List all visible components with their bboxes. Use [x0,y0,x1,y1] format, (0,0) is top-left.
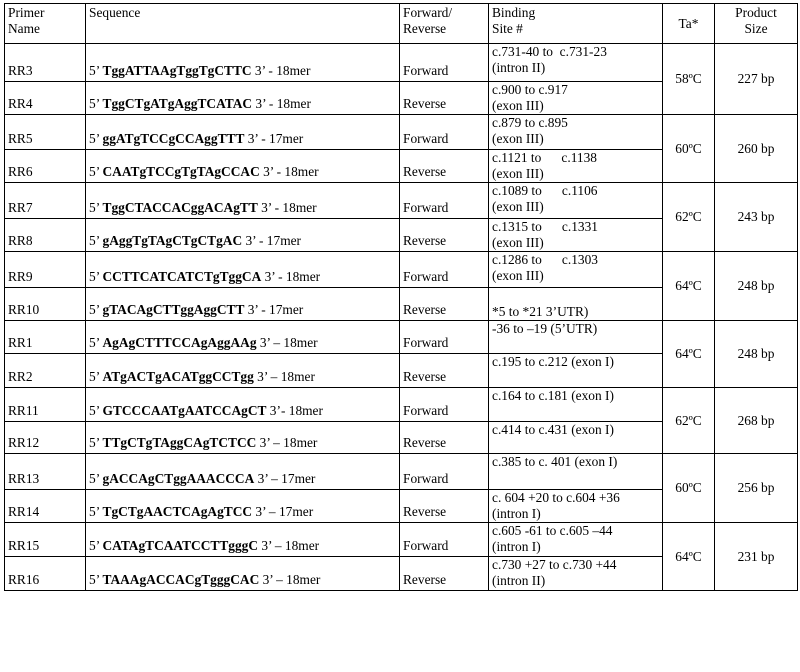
binding-site-cell [489,490,663,523]
binding-site-line: (intron II) [492,60,546,75]
sequence-suffix: 3’ – 18mer [253,369,315,384]
direction-cell: Reverse [400,422,489,454]
direction-cell: Forward [400,115,489,150]
primer-table-body [5,44,798,591]
binding-site-cell [489,388,663,422]
binding-site-line: c.195 to c.212 (exon I) [492,354,614,369]
sequence-bases: TTgCTgTAggCAgTCTCC [102,435,257,450]
primer-name-cell: RR16 [5,557,86,591]
sequence-suffix: 3’ - 18mer [251,63,311,78]
sequence-bases: CATAgTCAATCCTTgggC [102,538,259,553]
sequence-bases: TggCTACCACggACAgTT [102,200,258,215]
binding-site-line: (exon III) [492,131,544,146]
sequence-prefix: 5’ [89,471,103,486]
primer-table [4,3,798,591]
binding-site-line: c.164 to c.181 (exon I) [492,388,614,403]
sequence-cell [86,490,400,523]
sequence-suffix: 3’ – 17mer [254,471,316,486]
sequence-bases: gAggTgTAgCTgCTgAC [102,233,243,248]
binding-site-cell [489,44,663,82]
direction-cell: Reverse [400,490,489,523]
primer-name-cell: RR2 [5,354,86,388]
sequence-cell [86,388,400,422]
sequence-bases: TgCTgAACTCAgAgTCC [102,504,253,519]
binding-site-line: c.385 to c. 401 (exon I) [492,454,618,469]
sequence-suffix: 3’- 18mer [266,403,323,418]
primer-name-cell: RR13 [5,454,86,490]
product-size-cell: 243 bp [715,183,798,252]
table-row [5,388,798,422]
sequence-cell [86,150,400,183]
sequence-bases: CCTTCATCATCTgTggCA [102,269,262,284]
table-row [5,44,798,82]
sequence-cell [86,252,400,288]
sequence-prefix: 5’ [89,435,103,450]
binding-site-line: c.1089 to c.1106 [492,183,598,198]
sequence-bases: GTCCCAATgAATCCAgCT [102,403,267,418]
binding-site-cell [489,454,663,490]
sequence-cell [86,557,400,591]
primer-name-cell: RR15 [5,523,86,557]
product-size-cell: 248 bp [715,321,798,388]
product-size-cell: 231 bp [715,523,798,591]
primer-table-container [4,3,798,591]
table-row [5,252,798,288]
binding-site-line: -36 to –19 (5’UTR) [492,321,598,336]
sequence-suffix: 3’ – 18mer [259,572,321,587]
direction-cell: Forward [400,454,489,490]
sequence-prefix: 5’ [89,96,103,111]
binding-site-line: c.730 +27 to c.730 +44 [492,557,617,572]
binding-site-cell [489,354,663,388]
binding-site-cell [489,150,663,183]
table-row [5,454,798,490]
binding-site-line: c.1121 to c.1138 [492,150,597,165]
binding-site-line: (exon III) [492,199,544,214]
direction-cell: Reverse [400,288,489,321]
sequence-bases: AgAgCTTTCCAgAggAAg [102,335,257,350]
sequence-prefix: 5’ [89,504,103,519]
sequence-suffix: 3’ - 18mer [252,96,311,111]
sequence-prefix: 5’ [89,335,103,350]
sequence-cell [86,321,400,354]
sequence-prefix: 5’ [89,302,103,317]
binding-site-line: c.1286 to c.1303 [492,252,598,267]
primer-name-cell: RR3 [5,44,86,82]
primer-name-cell: RR8 [5,219,86,252]
binding-site-cell [489,288,663,321]
primer-name-cell: RR5 [5,115,86,150]
sequence-suffix: 3’ – 18mer [256,435,318,450]
binding-site-line: *5 to *21 3’UTR) [492,304,589,319]
sequence-cell [86,44,400,82]
sequence-cell [86,183,400,219]
header-binding-site: Binding Site # [489,4,663,44]
primer-name-cell: RR10 [5,288,86,321]
binding-site-cell [489,321,663,354]
sequence-suffix: 3’ - 18mer [259,164,319,179]
sequence-cell [86,354,400,388]
header-ta: Ta* [663,4,715,44]
primer-name-cell: RR12 [5,422,86,454]
sequence-prefix: 5’ [89,131,103,146]
binding-site-line: c.414 to c.431 (exon I) [492,422,614,437]
sequence-suffix: 3’ – 18mer [258,538,320,553]
direction-cell: Forward [400,183,489,219]
sequence-cell [86,115,400,150]
direction-cell: Forward [400,252,489,288]
direction-cell: Reverse [400,82,489,115]
primer-name-cell: RR14 [5,490,86,523]
primer-name-cell: RR4 [5,82,86,115]
sequence-bases: CAATgTCCgTgTAgCCAC [102,164,260,179]
product-size-cell: 256 bp [715,454,798,523]
direction-cell: Forward [400,388,489,422]
binding-site-cell [489,219,663,252]
sequence-suffix: 3’ - 17mer [244,131,304,146]
sequence-bases: TggCTgATgAggTCATAC [102,96,253,111]
binding-site-line: c.900 to c.917 [492,82,568,97]
sequence-cell [86,288,400,321]
direction-cell: Reverse [400,557,489,591]
binding-site-cell [489,252,663,288]
binding-site-line: c.879 to c.895 [492,115,568,130]
sequence-suffix: 3’ - 17mer [242,233,302,248]
primer-name-cell: RR9 [5,252,86,288]
product-size-cell: 268 bp [715,388,798,454]
sequence-suffix: 3’ - 18mer [257,200,317,215]
table-row [5,321,798,354]
direction-cell: Forward [400,321,489,354]
sequence-cell [86,454,400,490]
table-row [5,523,798,557]
annealing-temp-cell: 62ºC [663,388,715,454]
direction-cell: Reverse [400,219,489,252]
sequence-prefix: 5’ [89,200,103,215]
header-sequence: Sequence [86,4,400,44]
sequence-bases: ggATgTCCgCCAggTTT [102,131,245,146]
binding-site-line: (intron I) [492,506,541,521]
sequence-bases: TggATTAAgTggTgCTTC [102,63,252,78]
sequence-bases: gTACAgCTTggAggCTT [102,302,245,317]
binding-site-line: (exon III) [492,166,544,181]
binding-site-line: (exon III) [492,268,544,283]
sequence-suffix: 3’ – 17mer [252,504,314,519]
table-row [5,183,798,219]
annealing-temp-cell: 64ºC [663,523,715,591]
binding-site-line: c.731-40 to c.731-23 [492,44,607,59]
sequence-suffix: 3’ - 18mer [261,269,321,284]
direction-cell: Reverse [400,150,489,183]
sequence-prefix: 5’ [89,233,103,248]
product-size-cell: 248 bp [715,252,798,321]
binding-site-cell [489,115,663,150]
header-primer-name: Primer Name [5,4,86,44]
direction-cell: Forward [400,523,489,557]
sequence-prefix: 5’ [89,572,103,587]
sequence-prefix: 5’ [89,538,103,553]
primer-name-cell: RR6 [5,150,86,183]
sequence-prefix: 5’ [89,164,103,179]
primer-name-cell: RR11 [5,388,86,422]
annealing-temp-cell: 62ºC [663,183,715,252]
binding-site-line: c.1315 to c.1331 [492,219,598,234]
sequence-bases: TAAAgACCACgTgggCAC [102,572,260,587]
sequence-cell [86,82,400,115]
annealing-temp-cell: 60ºC [663,115,715,183]
binding-site-line: c.605 -61 to c.605 –44 [492,523,613,538]
annealing-temp-cell: 60ºC [663,454,715,523]
binding-site-line: (intron II) [492,573,546,588]
binding-site-cell [489,557,663,591]
sequence-cell [86,422,400,454]
binding-site-line: c. 604 +20 to c.604 +36 [492,490,620,505]
table-row [5,115,798,150]
sequence-prefix: 5’ [89,63,103,78]
direction-cell: Reverse [400,354,489,388]
binding-site-cell [489,183,663,219]
sequence-prefix: 5’ [89,269,103,284]
sequence-bases: ATgACTgACATggCCTgg [102,369,254,384]
annealing-temp-cell: 64ºC [663,252,715,321]
annealing-temp-cell: 64ºC [663,321,715,388]
annealing-temp-cell: 58ºC [663,44,715,115]
sequence-cell [86,219,400,252]
binding-site-line: (exon III) [492,98,544,113]
direction-cell: Forward [400,44,489,82]
header-row [5,4,798,44]
primer-name-cell: RR1 [5,321,86,354]
binding-site-cell [489,523,663,557]
primer-name-cell: RR7 [5,183,86,219]
binding-site-line: (intron I) [492,539,541,554]
product-size-cell: 227 bp [715,44,798,115]
sequence-bases: gACCAgCTggAAACCCA [102,471,255,486]
product-size-cell: 260 bp [715,115,798,183]
sequence-prefix: 5’ [89,403,103,418]
sequence-suffix: 3’ – 18mer [256,335,318,350]
sequence-cell [86,523,400,557]
sequence-prefix: 5’ [89,369,103,384]
header-product-size: Product Size [715,4,798,44]
binding-site-cell [489,422,663,454]
sequence-suffix: 3’ - 17mer [244,302,304,317]
binding-site-cell [489,82,663,115]
binding-site-line: (exon III) [492,235,544,250]
header-direction: Forward/ Reverse [400,4,489,44]
